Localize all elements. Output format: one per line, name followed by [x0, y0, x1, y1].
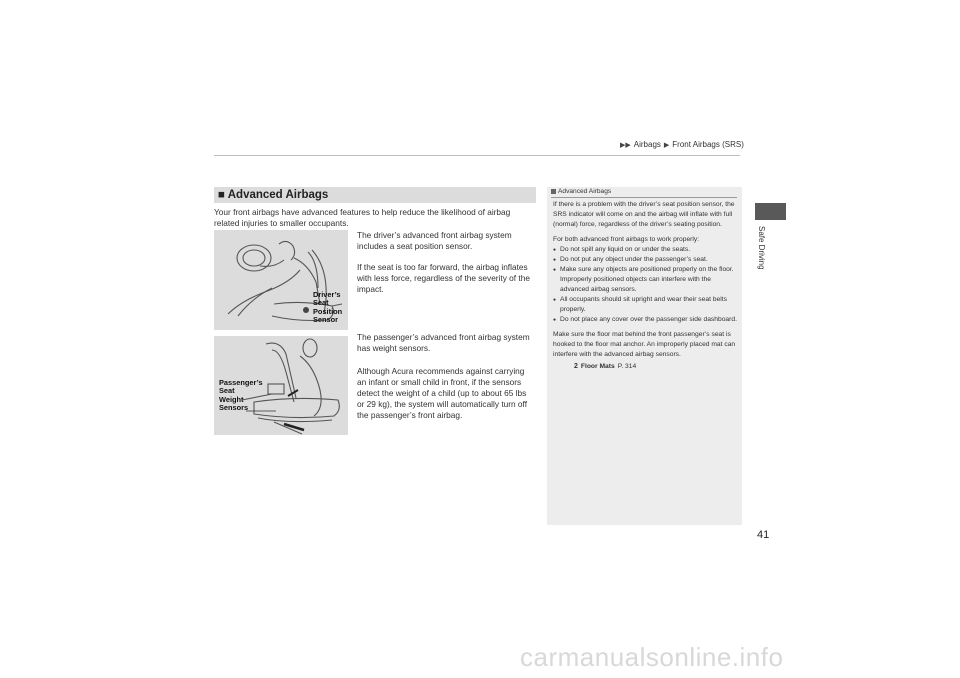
callout-line: Position [313, 306, 343, 316]
sidebar-list-intro: For both advanced front airbags to work properly: [553, 236, 700, 243]
sidebar-paragraph: If there is a problem with the driver’s seat position sensor, the SRS indicator will come on and the airbag will inflate with full (normal) force, regardless of the driver’s seating position. [553, 201, 735, 228]
list-item: ● Do not spill any liquid on or under the seats. [553, 245, 737, 255]
callout-line: Seat [219, 386, 235, 396]
callout-line: Weight [219, 394, 244, 404]
chapter-label-text: Safe Driving [757, 226, 766, 270]
callout-line: Sensors [219, 403, 249, 413]
xref-title: Floor Mats [580, 363, 615, 370]
header-rule [214, 155, 740, 156]
body-paragraph: The passenger’s advanced front airbag system has weight sensors. [357, 332, 530, 353]
body-paragraph: The driver’s advanced front airbag system includes a seat position sensor. [357, 230, 512, 251]
page-number: 41 [757, 529, 770, 541]
xref-page: P. 314 [617, 363, 637, 370]
sidebar-rule [551, 197, 737, 198]
sidebar-heading [551, 188, 611, 195]
callout-leader [246, 408, 276, 414]
arrow-icon: ▶ [663, 141, 670, 149]
section-title [218, 187, 328, 203]
body-paragraph: Although Acura recommends against carrying an infant or small child in front, if the sensors detect the weight of a child (up to about 65 lbs or 29 kg), the system will automatically turn off the passenger’s front airbag. [357, 366, 528, 420]
list-item: ● Make sure any objects are positioned properly on the floor. Improperly positioned objects can interfere with the advanced airbag sensors. [553, 265, 737, 295]
breadcrumb [620, 140, 744, 149]
sidebar-heading-text: Advanced Airbags [558, 188, 612, 195]
arrow-icon: ▶▶ [620, 141, 631, 149]
callout-line: Passenger’s [219, 378, 263, 387]
cross-reference-link[interactable] [574, 362, 737, 372]
callout-line: Driver’s [313, 290, 341, 299]
breadcrumb-parent[interactable]: Airbags [633, 140, 661, 149]
sidebar-list [553, 245, 737, 325]
list-item: ● All occupants should sit upright and wear their seat belts properly. [553, 295, 737, 315]
list-item: ● Do not put any object under the passenger’s seat. [553, 255, 737, 265]
driver-sensor-callout [313, 291, 342, 325]
section-marker-icon: ■ [218, 189, 225, 201]
sidebar-body [553, 200, 737, 372]
callout-line: Sensor [313, 315, 339, 325]
section-title-text: Advanced Airbags [227, 189, 329, 201]
chapter-tab[interactable] [755, 203, 786, 220]
sidebar-paragraph: Make sure the floor mat behind the front passenger’s seat is hooked to the floor mat anchor. An improperly placed mat can interfere with the advanced airbag sensors. [553, 331, 736, 358]
reference-arrow-icon: 2 [574, 363, 578, 370]
note-marker-icon [551, 189, 556, 194]
list-item: ● Do not place any cover over the passenger side dashboard. [553, 315, 737, 325]
callout-line: Seat [313, 298, 329, 308]
watermark: carmanualsonline.info [520, 642, 784, 672]
intro-text: Your front airbags have advanced features to help reduce the likelihood of airbag related injuries to smaller occupants. [214, 207, 511, 228]
body-paragraph: If the seat is too far forward, the airbag inflates with less force, regardless of the severity of the impact. [357, 262, 530, 294]
chapter-label [752, 226, 772, 286]
breadcrumb-current: Front Airbags (SRS) [672, 140, 744, 149]
